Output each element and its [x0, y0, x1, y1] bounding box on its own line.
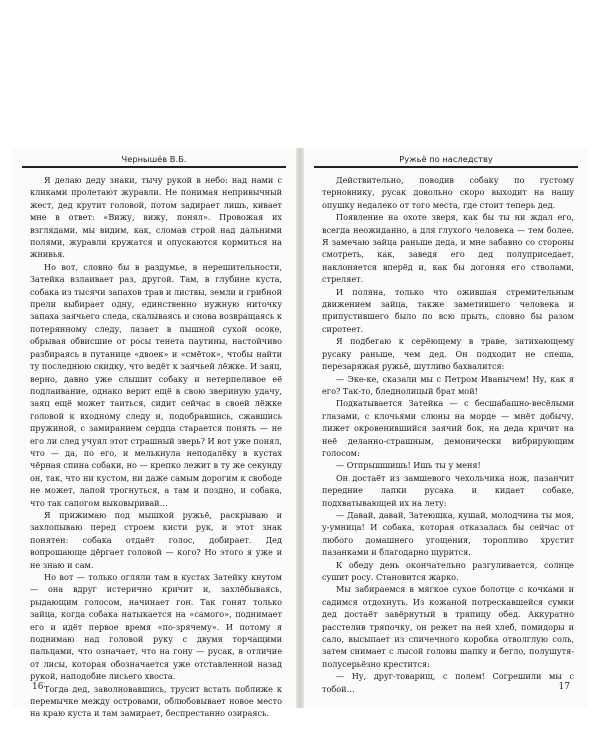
- right-paragraph: Я подбегаю к серёющему в траве, затихающему русаку раньше, чем дед. Он подходит не спеша, перезаряжая ружьё, шутливо бахвалится:: [322, 336, 574, 372]
- right-paragraph: — Давай, давай, Затеюшка, кушай, молодчина ты моя, у-умница! И собака, которая отказалась бы сейчас от любого домашнего угощения, торопливо хрустит пазанками и благодарно щурится.: [322, 509, 574, 558]
- right-paragraph: Мы забираемся в мягкое сухое болотце с кочками и садимся отдохнуть. Из кожаной потрескавшейся сумки дед достаёт завёрнутый в тряпицу обед. Аккуратно расстелив тряпочку, он режет на ней хлеб, помидоры и сало, высыпает из спичечного коробка отволглую соль, затем снимает с лысой головы шапку и бегло, полушутя-полусерьёзно крестится:: [322, 584, 574, 669]
- right-paragraph: К обеду день окончательно разгуливается, солнце сушит росу. Становится жарко.: [322, 559, 574, 582]
- left-paragraph: Тогда дед, заволновавшись, трусит встать поближе к перемычке между островами, облюбовывает новое место на краю куста и там замирает, беспрестанно озираясь.: [30, 683, 282, 719]
- left-page-text: [30, 174, 282, 720]
- right-page-number: 17: [558, 682, 570, 692]
- left-running-head: Чернышёв В.Б.: [121, 154, 187, 164]
- right-paragraph: И поляна, только что ожившая стремительным движением зайца, также заметившего человека и припустившего было по всю прыть, словно бы разом сиротеет.: [322, 286, 574, 334]
- left-paragraph: Я делаю деду знаки, тычу рукой в небо: над нами с кликами пролетают журавли. Не понимая непривычный жест, дед крутит головой, потом задирает лишь, кивает мне в ответ: «Вижу, вижу, понял». Провожая их взглядами, мы видим, как, сломав строй над дальними полями, журавли кружатся и опускаются кормиться на жнивья.: [30, 175, 282, 260]
- left-header-rule: [22, 166, 286, 168]
- left-paragraph: Я прижимаю под мышкой ружьё, раскрываю и захлопываю перед строем кисти рук, и этот знак понятен: собака отдаёт голос, добирает. Дед вопрошающе дёргает головой — кого? Но этого я уже и не знаю и сам.: [30, 509, 282, 570]
- right-paragraph: — Отпрышшишь! Ишь ты у меня!: [336, 460, 481, 471]
- right-paragraph: Действительно, поводив собаку по густому терновнику, русак довольно скоро выходит на нашу опушку недалеко от того места, где стоит теперь дед.: [322, 175, 574, 210]
- right-paragraph: Подкатывается Затейка — с бесшабашно-весёлыми глазами, с клочьями слюны на морде — мнёт добычу, лижет окровенившийся заячий бок, на деда кричит на неё деланно-страшным, демонически вибрирующим голосом:: [322, 398, 574, 458]
- left-page-number: 16: [32, 682, 44, 692]
- book-gutter: [296, 148, 304, 708]
- right-paragraph: Он достаёт из замшевого чехольчика нож, пазанчит передние лапки русака и кидает собаке, подхватывающей их на лету:: [322, 472, 574, 508]
- left-paragraph: Но вот, словно бы в раздумье, в нерешительности, Затейка взлаивает раз, другой. Там, в глубине куста, собака из тысячи запахов трав и листвы, земли и грибной прели выбирает одну, единственно нужную ниточку запаха заячьего следа, скалываясь и снова возвращаясь к потерянному следу, лазает в пышной сухой осоке, обрывая обвисшие от росы тенета паутины, настойчиво разбираясь в путанице «двоек» и «смёток», чтобы найти ту последнюю скидку, что ведёт к заячьей лёжке. И заяц, верно, давно уже слышит собаку и нетерпеливое её подлаивание, однако верит ещё в свою звериную удачу, заяц ещё может таиться, сидит сейчас в своей лёжке головой к входному следу и, подобравшись, сжавшись пружиной, с замиранием сердца старается понять — не его ли след учуял этот страшный зверь? И вот уже понял, что — да, по его, и мелькнула неподалёку в кустах чёрная спина собаки, но — крепко лежит в ту же секунду он, так, что ни кустом, ни даже самым дорогим к свободе не может, лапой трогнуться, а там и поздно, и собака, что так сапогом выковыривай…: [30, 261, 283, 508]
- left-paragraph: Но вот — только огляли там в кустах Затейку кнутом — она вдруг истерично кричит и, захлёбываясь, рыдающим голосом, начинает гон. Так гонят только зайца, когда собака натыкается на «самого», поднимает его и идёт первое время «по-зрячему». И потому я поднимаю над головой руку с двумя торчащими пальцами, что означает, что на гону — русак, в отличие от лисы, которая обозначается уже отставленной назад рукой, наподобие лисьего хвоста.: [30, 572, 282, 682]
- right-running-head: Ружьё по наследству: [399, 154, 493, 164]
- right-header-rule: [314, 166, 578, 168]
- right-paragraph: Появление на охоте зверя, как бы ты ни ждал его, всегда неожиданно, а для глухого человека — тем более. Я замечаю зайца раньше деда, и мне забавно со стороны смотреть, как, заведя его дед полуприседает, наклоняется вперёд и, как бы догоняя его стволами, стреляет.: [322, 212, 574, 285]
- right-paragraph: — Эке-ке, сказали мы с Петром Иванычем! Ну, как я его? Так-то, бледнолицый брат мой!: [322, 373, 574, 396]
- right-page-text: [322, 174, 574, 695]
- right-page: [304, 148, 588, 708]
- left-page: [12, 148, 296, 719]
- right-paragraph: — Ну, друг-товарищ, с полем! Согрешили мы с тобой…: [322, 671, 574, 694]
